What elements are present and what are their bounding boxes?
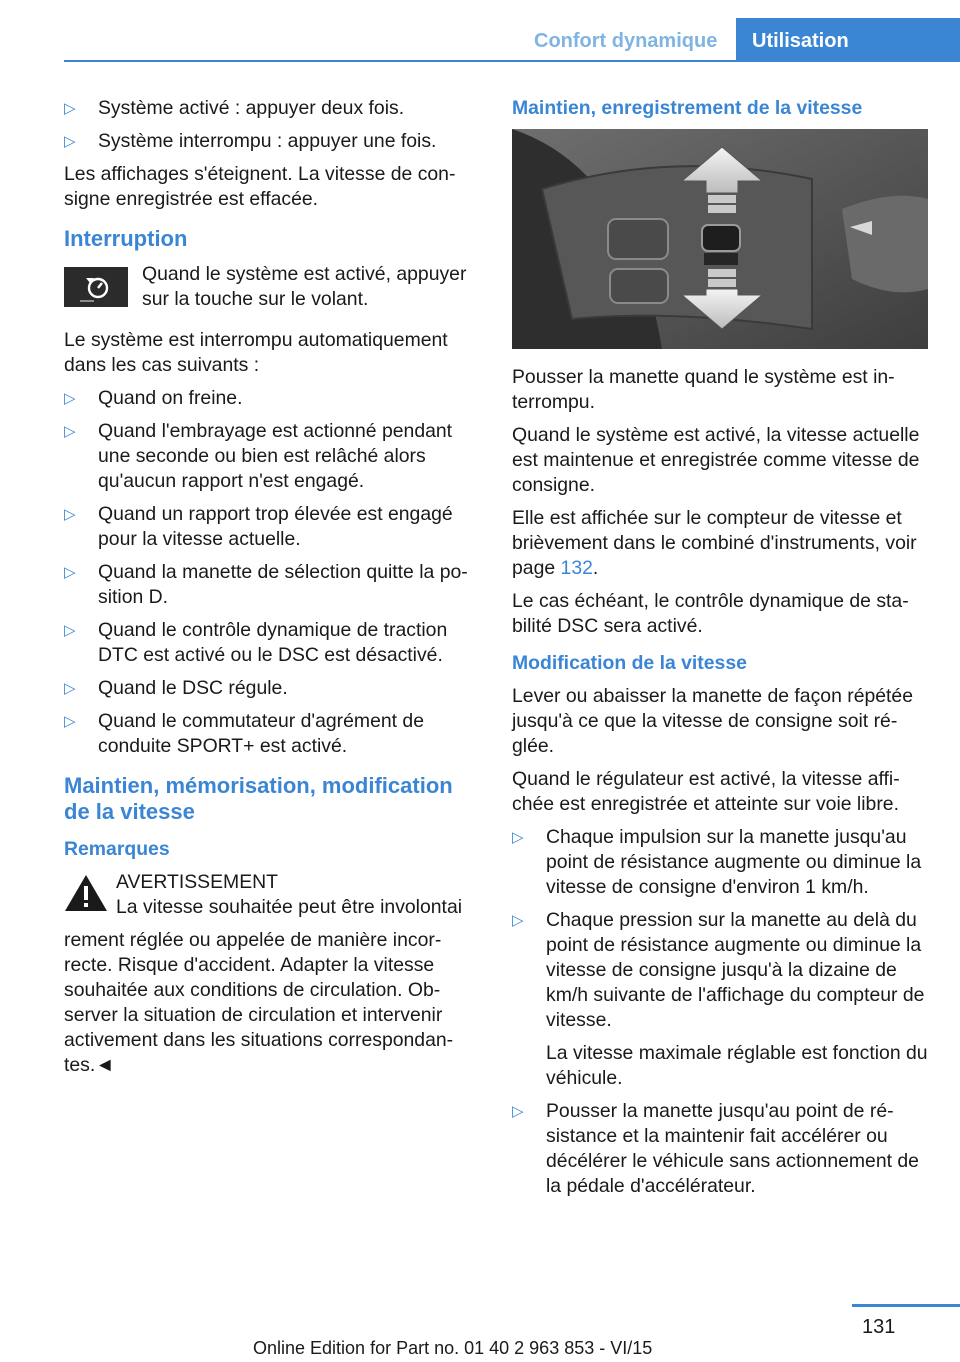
list-item: ▷ Quand le DSC régule. (64, 677, 288, 699)
icon-paragraph: Quand le système est activé, appuyer sur la touche sur le volant. (64, 262, 478, 318)
paragraph: Quand le régulateur est activé, la vitesse affichée est enregistrée et atteinte sur voie libre. (512, 768, 900, 815)
list-item: ▷ Quand l'embrayage est actionné pendant une seconde ou bien est relâché alors qu'aucun rapport n'est engagé. (64, 420, 453, 492)
bullet-triangle-icon: ▷ (64, 713, 76, 730)
warning-text-first-line: La vitesse souhaitée peut être involontai (116, 896, 463, 918)
page-reference-link[interactable]: 132 (560, 557, 593, 579)
warning-title: AVERTISSEMENT (116, 871, 278, 893)
bullet-triangle-icon: ▷ (64, 564, 76, 581)
bullet-triangle-icon: ▷ (512, 829, 524, 846)
left-column (64, 96, 478, 1086)
heading-remarques: Remarques (64, 838, 170, 860)
cruise-control-button-icon (64, 267, 128, 307)
paragraph: Le système est interrompu automatiquement dans les cas suivants : (64, 329, 448, 376)
chapter-tab-label: Utilisation (752, 30, 849, 52)
paragraph: Le cas échéant, le contrôle dynamique de stabilité DSC sera activé. (512, 590, 909, 637)
heading-interruption: Interruption (64, 226, 188, 251)
figure-caption: Pousser la manette quand le système est interrompu. (512, 366, 895, 413)
list-item-note: La vitesse maximale réglable est fonction du véhicule. (546, 1042, 928, 1089)
page-number: 131 (862, 1316, 896, 1338)
steering-wheel-lever-photo (512, 129, 928, 349)
warning-triangle-icon (64, 874, 108, 912)
chapter-tab (736, 18, 960, 62)
list-item: ▷ Chaque pression sur la manette au delà du point de résistance augmente ou diminue la vitesse de consigne jusqu'à la dizaine de km/h suivante de l'affichage du compteur de vitesse. La vitesse maximale réglable est fonction du véhicule. (512, 909, 928, 1089)
page-header (0, 0, 960, 62)
paragraph: Quand le système est activé, la vitesse actuelle est maintenue et enregistrée comme vitesse de consigne. (512, 424, 920, 496)
heading-maintien: Maintien, mémorisation, modification de la vitesse (64, 773, 453, 824)
bullet-triangle-icon: ▷ (64, 390, 76, 407)
list-item: ▷ Chaque impulsion sur la manette jusqu'au point de résistance augmente ou diminue la vitesse de consigne d'environ 1 km/h. (512, 826, 922, 898)
header-rule (64, 60, 960, 62)
list-item: ▷ Quand le commutateur d'agrément de conduite SPORT+ est activé. (64, 710, 424, 757)
bullet-triangle-icon: ▷ (64, 133, 76, 150)
bullet-triangle-icon: ▷ (512, 1103, 524, 1120)
page-number-rule (852, 1304, 960, 1307)
bullet-triangle-icon: ▷ (64, 622, 76, 639)
bullet-triangle-icon: ▷ (64, 100, 76, 117)
paragraph: Elle est affichée sur le compteur de vitesse et brièvement dans le combiné d'instruments, voir page 132. (512, 507, 917, 579)
warning-text: rement réglée ou appelée de manière incorrecte. Risque d'accident. Adapter la vitesse souhaitée aux conditions de circulation. Observer la situation de circulation et intervenir activement dans les situations correspondantes.◄ (64, 929, 454, 1076)
paragraph: Les affichages s'éteignent. La vitesse de consigne enregistrée est effacée. (64, 163, 456, 210)
bullet-triangle-icon: ▷ (512, 912, 524, 929)
list-item: ▷ Quand la manette de sélection quitte la position D. (64, 561, 468, 608)
right-column (512, 96, 928, 1207)
footer-edition: Online Edition for Part no. 01 40 2 963 853 - VI/15 (253, 1338, 653, 1358)
bullet-triangle-icon: ▷ (64, 680, 76, 697)
list-item: ▷ Quand le contrôle dynamique de traction DTC est activé ou le DSC est désactivé. (64, 619, 448, 666)
list-item: ▷ Système activé : appuyer deux fois. (64, 97, 405, 119)
paragraph: Lever ou abaisser la manette de façon répétée jusqu'à ce que la vitesse de consigne soit réglée. (512, 685, 914, 757)
bullet-triangle-icon: ▷ (64, 423, 76, 440)
heading-modification: Modification de la vitesse (512, 652, 747, 674)
bullet-triangle-icon: ▷ (64, 506, 76, 523)
list-item: ▷ Pousser la manette jusqu'au point de résistance et la maintenir fait accélérer ou décélérer le véhicule sans actionnement de la pédale d'accélérateur. (512, 1100, 919, 1197)
list-item: ▷ Système interrompu : appuyer une fois. (64, 130, 437, 152)
heading-maintien-enregistrement: Maintien, enregistrement de la vitesse (512, 97, 863, 119)
list-item: ▷ Quand un rapport trop élevée est engagé pour la vitesse actuelle. (64, 503, 453, 550)
warning-block (64, 870, 478, 920)
list-item: ▷ Quand on freine. (64, 387, 243, 409)
section-title: Confort dynamique (534, 30, 718, 52)
